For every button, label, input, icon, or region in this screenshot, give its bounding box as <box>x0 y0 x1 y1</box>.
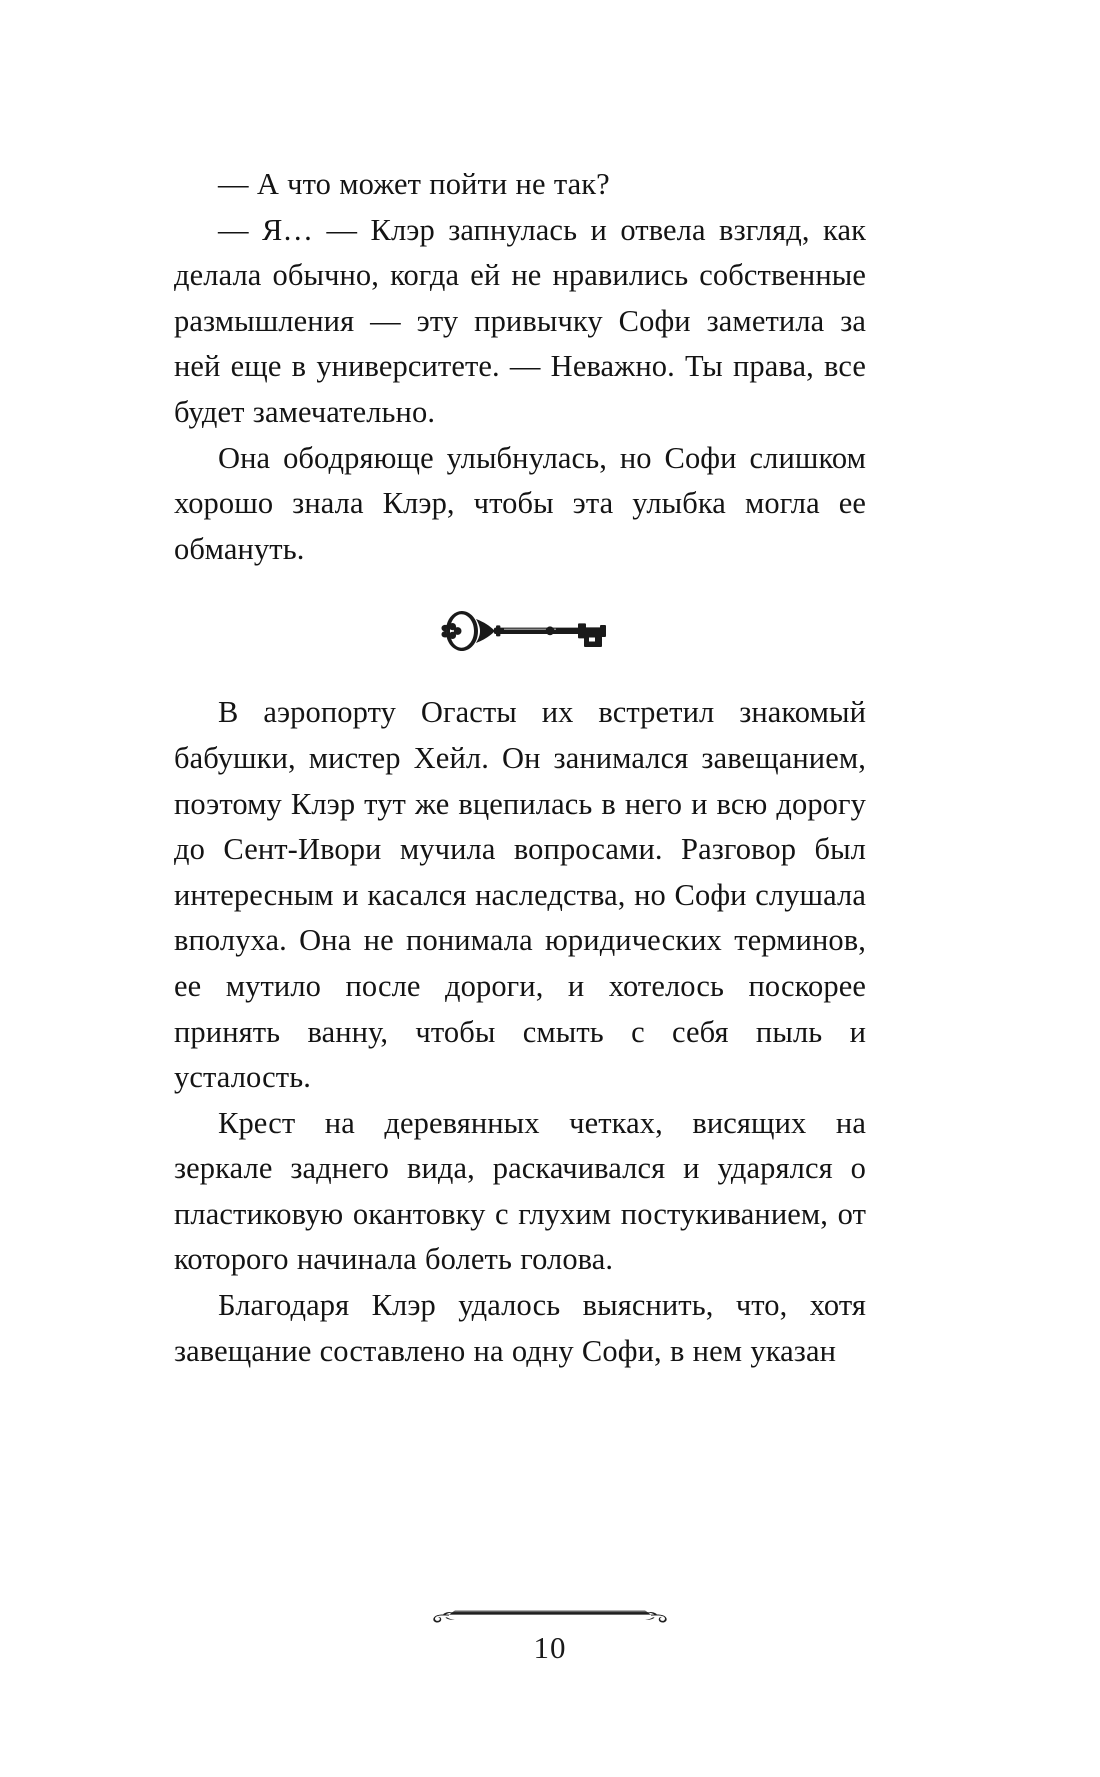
paragraph: — Я… — Клэр запнулась и отвела взгляд, как делала обычно, когда ей не нравились собственные размышления — эту привычку Софи заметила за ней еще в университете. — Неважно. Ты права, все будет замечательно. <box>174 212 866 429</box>
paragraph: — А что может пойти не так? <box>218 167 610 201</box>
page-number: 10 <box>533 1630 567 1665</box>
paragraph: Она ободряюще улыбнулась, но Софи слишком хорошо знала Клэр, чтобы эта улыбка могла ее обмануть. <box>174 440 866 566</box>
section-divider <box>174 572 866 690</box>
paragraph: В аэропорту Огасты их встретил знакомый бабушки, мистер Хейл. Он занимался завещанием, поэтому Клэр тут же вцепилась в него и всю дорогу до Сент‑Ивори мучила вопросами. Разговор был интересным и касался наследства, но Софи слушала вполуха. Она не понимала юридических терминов, ее мутило после дороги, и хотелось поскорее принять ванну, чтобы смыть с себя пыль и усталость. <box>174 695 866 1095</box>
flourish-rule-icon <box>419 1603 681 1629</box>
antique-key-icon <box>432 605 608 657</box>
paragraph: Благодаря Клэр удалось выяснить, что, хотя завещание составлено на одну Софи, в нем указан <box>174 1288 866 1368</box>
paragraph: Крест на деревянных четках, висящих на зеркале заднего вида, раскачивался и ударялся о пластиковую окантовку с глухим постукиванием, от которого начинала болеть голова. <box>174 1105 866 1277</box>
text-column <box>174 162 866 1374</box>
page-footer <box>0 1603 1100 1699</box>
